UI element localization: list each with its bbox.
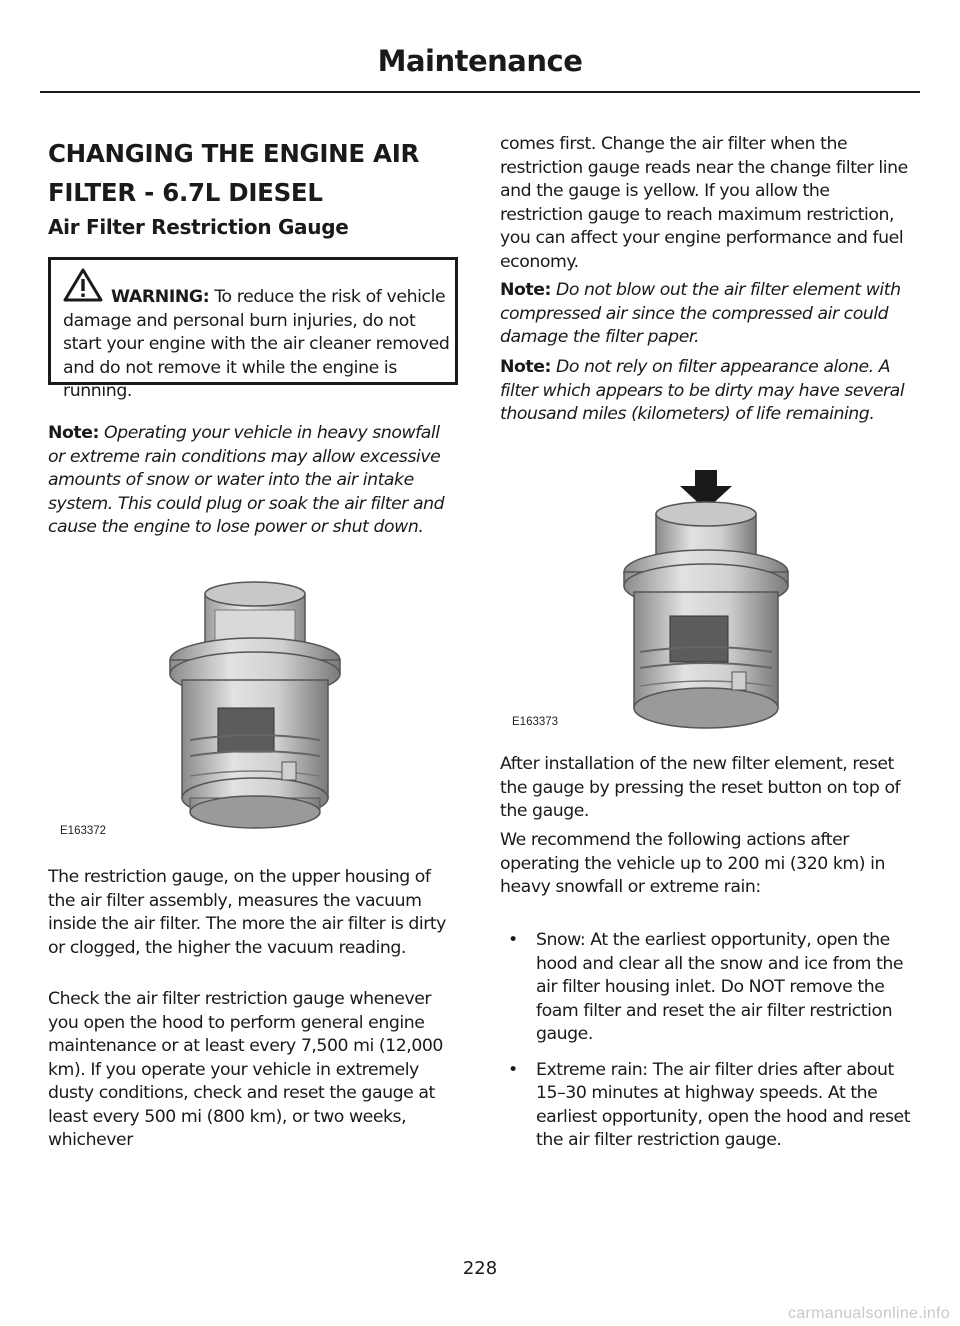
paragraph-change-filter: comes first. Change the air filter when the restriction gauge reads near the change filter line and the gauge is yellow. If you allow the restriction gauge to reach maximum restriction, you can affect your engine performance and fuel economy. (500, 134, 908, 272)
restriction-gauge-illustration (160, 580, 350, 830)
section-title-line1: CHANGING THE ENGINE AIR (48, 139, 420, 168)
paragraph-reset-gauge: After installation of the new filter element, reset the gauge by pressing the reset button on top of the gauge. (500, 754, 901, 821)
watermark-text: carmanualsonline.info (788, 1305, 950, 1322)
list-item (500, 1059, 912, 1153)
note-label: Note: (500, 357, 551, 377)
page-header-title: Maintenance (377, 44, 583, 78)
note-label: Note: (500, 280, 551, 300)
note-label: Note: (48, 423, 99, 443)
list-item (500, 929, 912, 1047)
note-body: Operating your vehicle in heavy snowfall or extreme rain conditions may allow excessive amounts of snow or water into the air intake system. This could plug or soak the air filter and cause the engine to lose power or shut down. (48, 423, 445, 537)
list-item-text: Extreme rain: The air filter dries after about 15–30 minutes at highway speeds. At the earliest opportunity, open the hood and reset the air filter restriction gauge. (536, 1059, 911, 1150)
reset-gauge-illustration (620, 466, 790, 734)
subsection-title: Air Filter Restriction Gauge (48, 215, 349, 239)
paragraph-recommendations: We recommend the following actions after operating the vehicle up to 200 mi (320 km) in heavy snowfall or extreme rain: (500, 830, 885, 897)
bullet-marker: • (508, 930, 518, 950)
note-compressed-air (500, 279, 914, 350)
figure-caption: E163372 (60, 825, 107, 837)
note-body: Do not rely on filter appearance alone. A filter which appears to be dirty may have several thousand miles (kilometers) of life remaining. (500, 357, 905, 424)
bullet-marker: • (508, 1059, 518, 1080)
list-item-text: Snow: At the earliest opportunity, open the hood and clear all the snow and ice from the air filter housing inlet. Do NOT remove the foam filter and reset the air filter restriction gauge. (536, 930, 904, 1044)
paragraph-check-gauge: Check the air filter restriction gauge whenever you open the hood to perform general engine maintenance or at least every 7,500 mi (12,000 km). If you operate your vehicle in extremely dusty conditions, check and reset the gauge at least every 500 mi (800 km), or two weeks, whichever (48, 989, 443, 1150)
warning-box (48, 257, 458, 401)
page-number: 228 (462, 1258, 498, 1279)
note-filter-appearance (500, 356, 914, 427)
warning-text-block (63, 286, 453, 404)
paragraph-gauge-description: The restriction gauge, on the upper housing of the air filter assembly, measures the vacuum inside the air filter. The more the air filter is dirty or clogged, the higher the vacuum reading. (48, 867, 446, 958)
note-body: Do not blow out the air filter element with compressed air since the compressed air could damage the filter paper. (500, 280, 901, 347)
warning-label: WARNING: (111, 287, 210, 307)
recommendation-list (500, 929, 912, 1165)
header-divider (40, 91, 920, 93)
figure-caption: E163373 (512, 716, 559, 728)
note-snowfall (48, 422, 460, 540)
section-title-line2: FILTER - 6.7L DIESEL (48, 178, 323, 207)
section-title (48, 134, 458, 212)
warning-body: To reduce the risk of vehicle damage and personal burn injuries, do not start your engine with the air cleaner removed and do not remove it while the engine is running. (63, 287, 450, 401)
